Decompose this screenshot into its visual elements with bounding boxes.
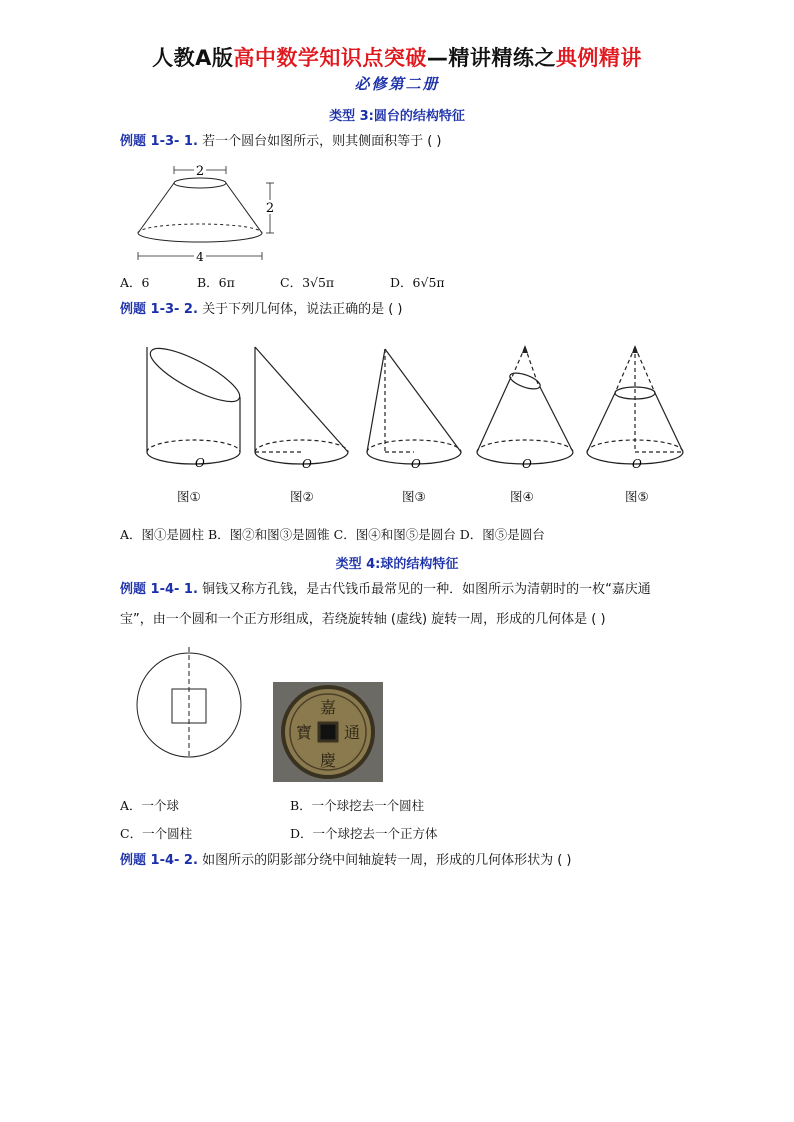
caption-fig5: 图⑤ xyxy=(625,489,649,504)
caption-fig2: 图② xyxy=(290,489,314,504)
option-a: A．一个球 xyxy=(120,798,180,813)
question-text: 关于下列几何体，说法正确的是 ( ) xyxy=(202,302,403,317)
question-text-line1: 铜钱又称方孔钱，是古代钱币最常见的一种．如图所示为清朝时的一枚“嘉庆通 xyxy=(202,582,651,597)
option-c: C．3√5π xyxy=(280,275,335,290)
point-o-4: O xyxy=(522,457,532,471)
point-o-2: O xyxy=(302,457,312,471)
caption-fig3: 图③ xyxy=(402,489,426,504)
figure-2-cone xyxy=(255,347,348,464)
question-number: 例题 1-3- 2. xyxy=(120,302,198,317)
caption-fig1: 图① xyxy=(177,489,201,504)
option-b: B．6π xyxy=(197,275,235,290)
five-solids-figure xyxy=(140,335,700,480)
caption-fig4: 图④ xyxy=(510,489,534,504)
figure-3-cone xyxy=(367,349,461,464)
option-b: B．一个球挖去一个圆柱 xyxy=(290,798,425,813)
point-o-5: O xyxy=(632,457,642,471)
page-title xyxy=(0,42,794,72)
label-bottom: 4 xyxy=(196,250,204,264)
page-subtitle: 必修第二册 xyxy=(354,75,440,93)
label-height: 2 xyxy=(265,201,275,216)
coin-photo xyxy=(273,682,383,782)
label-top: 2 xyxy=(195,164,205,179)
figure-1-cut-cylinder xyxy=(144,339,245,464)
figure-4-slant-cut-cone xyxy=(477,347,573,464)
figure-5-frustum xyxy=(587,347,683,464)
question-text-line2: 宝”，由一个圆和一个正方形组成，若绕旋转轴 (虚线) 旋转一周，形成的几何体是 ( ) xyxy=(120,612,606,627)
question-text: 若一个圆台如图所示，则其侧面积等于 ( ) xyxy=(202,134,442,149)
point-o-3: O xyxy=(411,457,421,471)
option-c: C．一个圆柱 xyxy=(120,826,193,841)
question-1-3-2 xyxy=(120,300,402,320)
point-o-1: O xyxy=(195,456,205,470)
option-a: A．6 xyxy=(120,275,150,290)
options-line-1-3-2: A．图①是圆柱 B．图②和图③是圆锥 C．图④和图⑤是圆台 D．图⑤是圆台 xyxy=(120,527,545,542)
circle-square-figure xyxy=(135,645,245,760)
section-heading-type3: 类型 3:圆台的结构特征 xyxy=(329,109,465,124)
coin-char-top: 嘉 xyxy=(319,698,337,717)
question-number: 例题 1-3- 1. xyxy=(120,134,198,149)
coin-char-bottom: 慶 xyxy=(319,751,337,770)
coin-char-right: 通 xyxy=(343,723,361,742)
frustum-figure xyxy=(130,160,290,265)
section-heading-type4: 类型 4:球的结构特征 xyxy=(335,557,459,572)
coin-char-left: 寶 xyxy=(295,723,313,742)
option-d: D．一个球挖去一个正方体 xyxy=(290,826,438,841)
title-red2: 典例精讲 xyxy=(555,46,642,70)
question-text: 如图所示的阴影部分绕中间轴旋转一周，形成的几何体形状为 ( ) xyxy=(202,853,572,868)
title-sep: —精讲精练之 xyxy=(426,46,556,70)
question-1-4-1 xyxy=(120,580,651,600)
question-1-3-1 xyxy=(120,132,441,152)
question-number: 例题 1-4- 1. xyxy=(120,582,198,597)
title-prefix: 人教A版 xyxy=(152,46,234,70)
question-number: 例题 1-4- 2. xyxy=(120,853,198,868)
option-d: D．6√5π xyxy=(390,275,445,290)
question-1-4-2 xyxy=(120,851,571,871)
title-red: 高中数学知识点突破 xyxy=(233,46,427,70)
